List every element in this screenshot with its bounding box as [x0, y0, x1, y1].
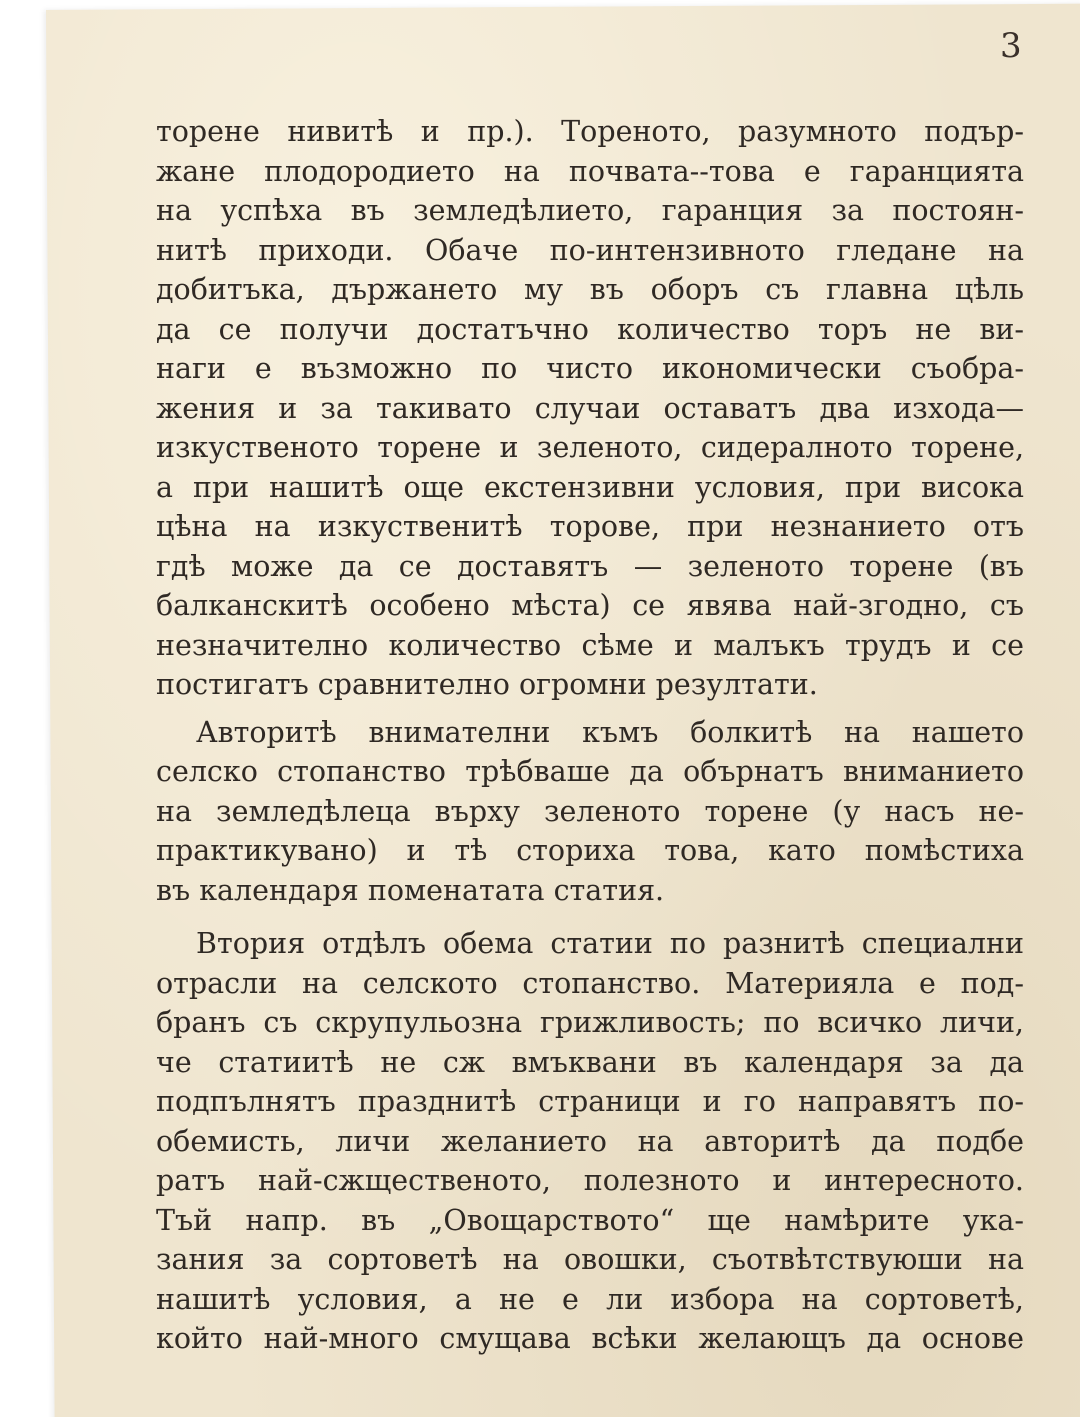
text-line: Втория отдѣлъ обема статии по разнитѣ специални: [196, 927, 1024, 960]
text-line: зания за сортоветѣ на овошки, съотвѣтствуюши на: [156, 1243, 1024, 1276]
text-line: а при нашитѣ още екстензивни условия, при висока: [156, 470, 1024, 504]
text-line: на земледѣлеца върху зеленото торене (у насъ не-: [156, 794, 1024, 828]
paragraph-1: [156, 112, 1024, 705]
text-line: да се получи достатъчно количество торъ не ви-: [156, 312, 1024, 346]
paragraph-3: [156, 924, 1024, 1359]
text-line: практикувано) и тѣ сториха това, като помѣстиха: [156, 834, 1024, 867]
text-line: цѣна на изкуственитѣ торове, при незнанието отъ: [156, 510, 1024, 543]
text-line: Тъй напр. въ „Овощарството“ ще намѣрите ука-: [156, 1203, 1024, 1237]
page-number: 3: [1000, 26, 1022, 66]
text-line: изкуственото торене и зеленото, сидералното торене,: [156, 431, 1024, 464]
text-line: Авторитѣ внимателни къмъ болкитѣ на нашето: [196, 715, 1024, 749]
text-line: селско стопанство трѣбваше да обърнатъ вниманието: [156, 755, 1024, 788]
body-text: [156, 112, 1024, 1359]
text-line: нашитѣ условия, а не е ли избора на сортоветѣ,: [156, 1282, 1024, 1316]
text-line: жения и за такивато случаи оставатъ два изхода—: [156, 391, 1024, 425]
text-line: на успѣха въ земледѣлието, гаранция за постоян-: [156, 194, 1024, 227]
paragraph-2: [156, 713, 1024, 911]
paragraph-gap: [156, 705, 1024, 713]
text-line: жане плодородието на почвата--това е гаранцията: [156, 154, 1024, 188]
text-line: торене нивитѣ и пр.). Тореното, разумното подър-: [156, 115, 1024, 148]
text-line: наги е възможно по чисто икономически съобра-: [156, 352, 1024, 385]
text-line: че статиитѣ не сж вмъквани въ календаря за да: [156, 1045, 1024, 1079]
text-line: който най-много смущава всѣки желающъ да основе: [156, 1322, 1024, 1355]
text-line: добитъка, държането му въ оборъ съ главна цѣль: [156, 273, 1024, 306]
text-line: въ календаря поменатата статия.: [156, 873, 665, 907]
text-line: обемисть, личи желанието на авторитѣ да подбе: [156, 1124, 1024, 1158]
text-line: незначително количество сѣме и малъкъ трудъ и се: [156, 628, 1024, 662]
text-line: постигатъ сравнително огромни резултати.: [156, 668, 818, 701]
text-line: бранъ съ скрупульозна грижливость; по всичко личи,: [156, 1006, 1024, 1039]
text-line: нитѣ приходи. Обаче по-интензивното гледане на: [156, 233, 1024, 267]
text-line: балканскитѣ особено мѣста) се явява най-згодно, съ: [156, 589, 1024, 622]
text-line: гдѣ може да се доставятъ — зеленото торене (въ: [156, 549, 1024, 583]
text-line: подпълнятъ празднитѣ страници и го направятъ по-: [156, 1085, 1024, 1118]
paragraph-gap: [156, 910, 1024, 924]
text-line: отрасли на селското стопанство. Материяла е под-: [156, 966, 1024, 1000]
text-line: ратъ най-сжщественото, полезното и интересното.: [156, 1164, 1024, 1197]
